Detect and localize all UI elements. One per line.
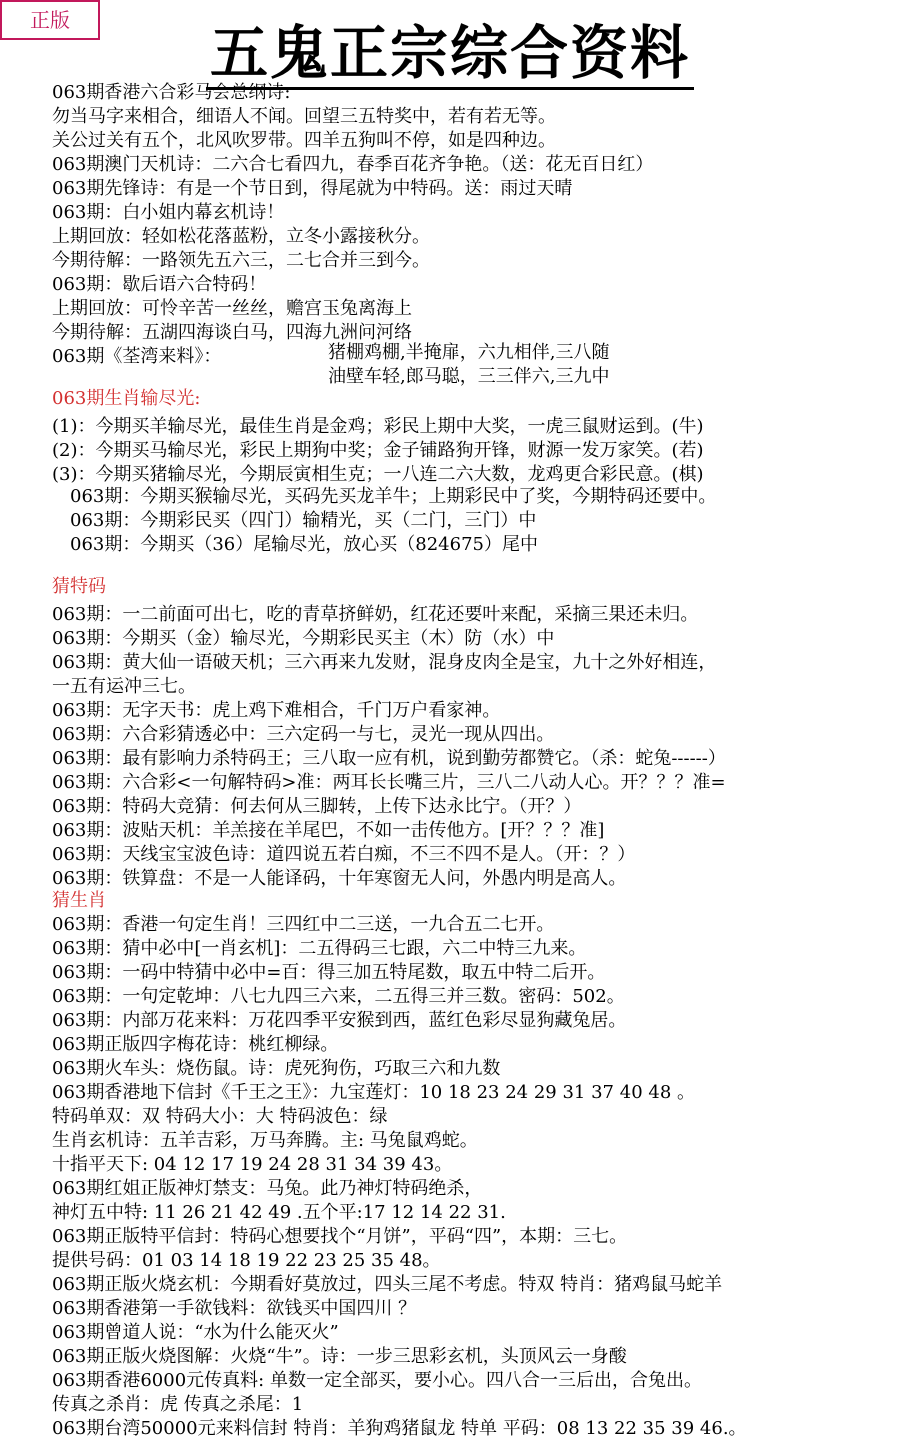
text-line: 十指平天下: 04 12 17 19 24 28 31 34 39 43。 xyxy=(52,1154,453,1175)
section-heading: 063期生肖输尽光: xyxy=(52,388,201,409)
text-line: 063期：最有影响力杀特码王；三八取一应有机，说到勤劳都赞它。（杀：蛇兔------） xyxy=(52,748,726,769)
text-line: 063期：特码大竞猜：何去何从三脚转，上传下达永比宁。（开？） xyxy=(52,796,582,817)
text-line: 063期：六合彩猜透必中：三六定码一与七，灵光一现从四出。 xyxy=(52,724,555,745)
text-line: 今期待解：一路领先五六三，二七合并三到今。 xyxy=(52,250,430,271)
text-line: 063期香港6000元传真料: 单数一定全部买，要小心。四八合一三后出，合兔出。 xyxy=(52,1370,702,1391)
text-line: 上期回放：轻如松花落蓝粉，立冬小露接秋分。 xyxy=(52,226,430,247)
text-line: 063期正版特平信封：特码心想要找个“月饼”，平码“四”，本期：三七。 xyxy=(52,1226,628,1247)
text-line: 063期火车头：烧伤鼠。诗：虎死狗伤，巧取三六和九数 xyxy=(52,1058,501,1079)
section-heading: 猜特码 xyxy=(52,576,106,597)
text-line: 063期：白小姐内幕玄机诗！ xyxy=(52,202,285,223)
section-heading: 猜生肖 xyxy=(52,890,106,911)
text-line: 063期：一二前面可出七，吃的青草挤鲜奶，红花还要叶来配，采摘三果还未归。 xyxy=(52,604,699,625)
text-line: 063期台湾50000元来料信封 特肖：羊狗鸡猪鼠龙 特单 平码：08 13 22 35 39 46.。 xyxy=(52,1418,747,1439)
text-line: 063期：今期买猴输尽光，买码先买龙羊牛；上期彩民中了奖，今期特码还要中。 xyxy=(70,486,717,507)
text-line: 063期：波贴天机：羊羔接在羊尾巴，不如一击传他方。[开？？？准] xyxy=(52,820,605,841)
text-line: 063期《荃湾来料》： xyxy=(52,346,222,367)
text-line: 勿当马字来相合，细语人不闻。回望三五特奖中，若有若无等。 xyxy=(52,106,556,127)
text-line: 油壁车轻,郎马聪，三三伴六,三九中 xyxy=(328,366,610,387)
text-line: 提供号码：01 03 14 18 19 22 23 25 35 48。 xyxy=(52,1250,441,1271)
text-line: (3)：今期买猪输尽光，今期辰寅相生克；一八连二六大数，龙鸡更合彩民意。(棋) xyxy=(52,464,704,485)
text-line: 063期：铁算盘：不是一人能译码，十年寒窗无人问，外愚内明是高人。 xyxy=(52,868,627,889)
text-line: 063期曾道人说：“水为什么能灭火” xyxy=(52,1322,339,1343)
text-line: 今期待解：五湖四海谈白马，四海九洲问河络 xyxy=(52,322,412,343)
text-line: 一五有运冲三七。 xyxy=(52,676,196,697)
text-line: 063期：今期彩民买（四门）输精光，买（二门，三门）中 xyxy=(70,510,537,531)
text-line: 063期红姐正版神灯禁支：马兔。此乃神灯特码绝杀， xyxy=(52,1178,483,1199)
text-line: 063期澳门天机诗：二六合七看四九，春季百花齐争艳。（送：花无百日红） xyxy=(52,154,654,175)
text-line: 063期：猜中必中[一肖玄机]：二五得码三七跟，六二中特三九来。 xyxy=(52,938,587,959)
text-line: 063期香港第一手欲钱料：欲钱买中国四川 ？ xyxy=(52,1298,417,1319)
text-line: 063期香港地下信封《千王之王》：九宝莲灯：10 18 23 24 29 31 37 40 48 。 xyxy=(52,1082,695,1103)
text-line: 063期正版火烧图解：火烧“牛”。诗：一步三思彩玄机，头顶风云一身酸 xyxy=(52,1346,627,1367)
text-line: 063期：歇后语六合特码！ xyxy=(52,274,267,295)
page-title-text: 五鬼正宗综合资料 xyxy=(206,19,694,90)
text-line: 063期：今期买（36）尾输尽光，放心买（824675）尾中 xyxy=(70,534,538,555)
text-line: 063期：黄大仙一语破天机；三六再来九发财，混身皮肉全是宝，九十之外好相连， xyxy=(52,652,717,673)
text-line: 063期：六合彩<一句解特码>准：两耳长长嘴三片，三八二八动人心。开？？？准= xyxy=(52,772,726,793)
page-title xyxy=(0,18,900,88)
text-line: 063期：今期买（金）输尽光，今期彩民买主（木）防（水）中 xyxy=(52,628,555,649)
text-line: (2)：今期买马输尽光，彩民上期狗中奖；金子铺路狗开锋，财源一发万家笑。(若) xyxy=(52,440,704,461)
text-line: 063期：内部万花来料：万花四季平安猴到西，蓝红色彩尽显狗藏兔居。 xyxy=(52,1010,627,1031)
text-line: 063期香港六合彩马会总纲诗: xyxy=(52,82,291,103)
text-line: 063期：一码中特猜中必中=百：得三加五特尾数，取五中特二后开。 xyxy=(52,962,606,983)
text-line: 063期：一句定乾坤：八七九四三六来，二五得三并三数。密码：502。 xyxy=(52,986,625,1007)
text-line: 关公过关有五个，北风吹罗带。四羊五狗叫不停，如是四种边。 xyxy=(52,130,556,151)
text-line: 上期回放：可怜辛苦一丝丝，赡宫玉兔离海上 xyxy=(52,298,412,319)
text-line: 神灯五中特: 11 26 21 42 49 .五个平:17 12 14 22 31. xyxy=(52,1202,506,1223)
text-line: 063期：天线宝宝波色诗：道四说五若白痴，不三不四不是人。（开：？） xyxy=(52,844,636,865)
zhengban-badge: 正版 xyxy=(0,0,100,40)
text-line: 063期正版火烧玄机：今期看好莫放过，四头三尾不考虑。特双 特肖：猪鸡鼠马蛇羊 xyxy=(52,1274,723,1295)
text-line: 063期先锋诗：有是一个节日到，得尾就为中特码。送：雨过天晴 xyxy=(52,178,573,199)
text-line: 063期正版四字梅花诗：桃红柳绿。 xyxy=(52,1034,339,1055)
text-line: 063期：香港一句定生肖！三四红中二三送，一九合五二七开。 xyxy=(52,914,555,935)
text-line: 传真之杀肖：虎 传真之杀尾：1 xyxy=(52,1394,304,1415)
text-line: 特码单双：双 特码大小：大 特码波色：绿 xyxy=(52,1106,388,1127)
text-line: (1)：今期买羊输尽光，最佳生肖是金鸡；彩民上期中大奖，一虎三鼠财运到。(牛) xyxy=(52,416,704,437)
text-line: 生肖玄机诗：五羊吉彩，万马奔腾。主: 马兔鼠鸡蛇。 xyxy=(52,1130,478,1151)
text-line: 猪棚鸡棚,半掩扉，六九相伴,三八随 xyxy=(328,342,610,363)
text-line: 063期：无字天书：虎上鸡下难相合，千门万户看家神。 xyxy=(52,700,501,721)
